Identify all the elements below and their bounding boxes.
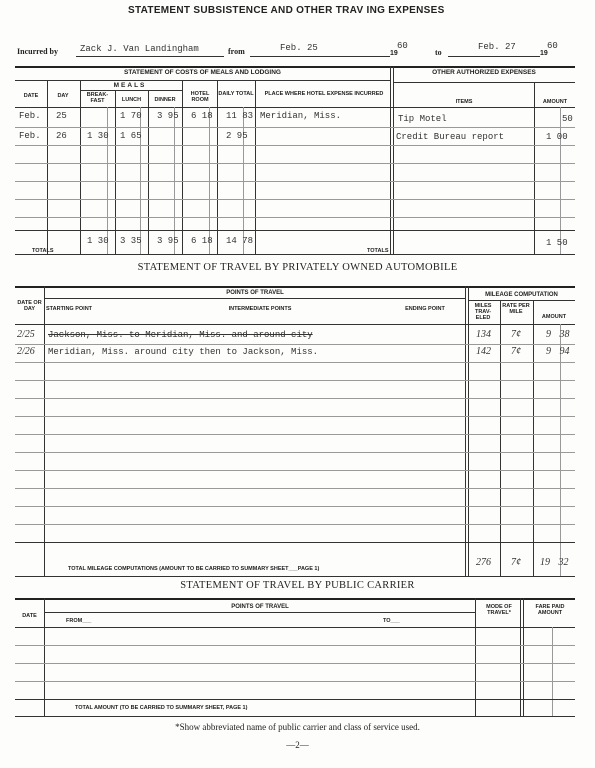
meals-totals-label: TOTALS [32, 248, 54, 254]
total-dinner: 3 95 [157, 236, 179, 246]
auto-col-amount: AMOUNT [541, 314, 567, 320]
carrier-points-label: POINTS OF TRAVEL [231, 604, 289, 610]
meals-col-daily-total: DAILY TOTAL [218, 91, 254, 97]
meals-col-hotel: HOTEL ROOM [190, 91, 210, 103]
from-year-value: 60 [397, 41, 408, 51]
to-year-prefix: 19 [540, 50, 548, 57]
from-year-prefix: 19 [390, 50, 398, 57]
meal-place: Meridian, Miss. [260, 111, 342, 121]
auto-date: 2/26 [17, 346, 35, 357]
total-lunch: 3 35 [120, 236, 142, 246]
to-year-value: 60 [547, 41, 558, 51]
other-item: Tip Motel [398, 114, 447, 124]
meal-day: 26 [56, 131, 67, 141]
auto-route: Jackson, Miss. to Meridian, Miss. and around city [48, 330, 313, 340]
total-breakfast: 1 30 [87, 236, 109, 246]
auto-rate: 7¢ [511, 346, 521, 357]
meals-col-dinner: DINNER [154, 97, 176, 103]
auto-points-label: POINTS OF TRAVEL [226, 290, 284, 296]
other-totals-label: TOTALS [367, 248, 389, 254]
meals-group-label: MEALS [113, 82, 147, 89]
auto-col-starting: STARTING POINT [46, 306, 93, 312]
meals-col-day: DAY [57, 93, 69, 99]
page-number: —2— [286, 740, 309, 750]
auto-col-rate: RATE PER MILE [502, 303, 530, 315]
to-date-value: Feb. 27 [478, 42, 516, 52]
from-label: from [228, 47, 245, 56]
auto-col-ending: ENDING POINT [405, 306, 445, 312]
auto-col-miles: MILES TRAV-ELED [474, 303, 492, 321]
auto-date: 2/25 [17, 329, 35, 340]
auto-mileage-label: MILEAGE COMPUTATION [485, 292, 558, 298]
carrier-col-fare: FARE PAID AMOUNT [535, 604, 565, 616]
other-section-title: OTHER AUTHORIZED EXPENSES [432, 69, 536, 76]
form-title: STATEMENT SUBSISTENCE AND OTHER TRAV ING EXPENSES [128, 5, 445, 16]
carrier-col-from: FROM___ [66, 618, 92, 624]
meal-daily-total: 11 83 [226, 111, 254, 121]
incurred-by-value: Zack J. Van Landingham [80, 44, 199, 54]
meal-lunch: 1 70 [120, 111, 142, 121]
other-col-items: ITEMS [455, 99, 473, 105]
auto-amount: 9 94 [546, 346, 570, 357]
carrier-total-label: TOTAL AMOUNT (TO BE CARRIED TO SUMMARY SHEET, PAGE 1) [75, 705, 248, 711]
meals-col-breakfast: BREAK-FAST [86, 92, 109, 104]
to-label: to [435, 48, 442, 57]
meal-day: 25 [56, 111, 67, 121]
meals-col-date: DATE [23, 93, 39, 99]
total-hotel: 6 18 [191, 236, 213, 246]
other-item: Credit Bureau report [396, 132, 505, 142]
meal-lunch: 1 65 [120, 131, 142, 141]
auto-section-title: STATEMENT OF TRAVEL BY PRIVATELY OWNED AUTOMOBILE [137, 262, 458, 273]
meal-date: Feb. [19, 111, 41, 121]
carrier-section-title: STATEMENT OF TRAVEL BY PUBLIC CARRIER [180, 580, 415, 591]
meals-section-title: STATEMENT OF COSTS OF MEALS AND LODGING [124, 69, 281, 76]
meal-dinner: 3 95 [157, 111, 179, 121]
auto-total-rate: 7¢ [511, 557, 521, 568]
other-amount: 1 00 [546, 132, 568, 142]
from-date-value: Feb. 25 [280, 43, 318, 53]
auto-amount: 9 38 [546, 329, 570, 340]
carrier-col-to: TO___ [383, 618, 400, 624]
meal-breakfast: 1 30 [87, 131, 109, 141]
other-amount: 50 [562, 114, 573, 124]
other-col-amount: AMOUNT [542, 99, 568, 105]
carrier-col-mode: MODE OF TRAVEL* [486, 604, 512, 616]
auto-rate: 7¢ [511, 329, 521, 340]
meal-date: Feb. [19, 131, 41, 141]
carrier-col-date: DATE [22, 613, 37, 619]
auto-total-label: TOTAL MILEAGE COMPUTATIONS (AMOUNT TO BE CARRIED TO SUMMARY SHEET___PAGE 1) [68, 566, 320, 572]
auto-total-miles: 276 [476, 557, 491, 568]
meal-daily-total: 2 95 [226, 131, 248, 141]
auto-col-date: DATE OR DAY [17, 300, 42, 312]
auto-miles: 134 [476, 329, 491, 340]
auto-route: Meridian, Miss. around city then to Jackson, Miss. [48, 347, 319, 357]
incurred-label: Incurred by [17, 47, 58, 56]
meals-col-lunch: LUNCH [121, 97, 142, 103]
auto-col-intermediate: INTERMEDIATE POINTS [228, 306, 292, 312]
meals-col-place: PLACE WHERE HOTEL EXPENSE INCURRED [264, 91, 384, 97]
auto-miles: 142 [476, 346, 491, 357]
other-total-amount: 1 50 [546, 238, 568, 248]
footnote: *Show abbreviated name of public carrier and class of service used. [175, 722, 420, 732]
meal-hotel: 6 18 [191, 111, 213, 121]
auto-total-amount: 19 32 [540, 557, 569, 568]
total-daily: 14 78 [226, 236, 254, 246]
